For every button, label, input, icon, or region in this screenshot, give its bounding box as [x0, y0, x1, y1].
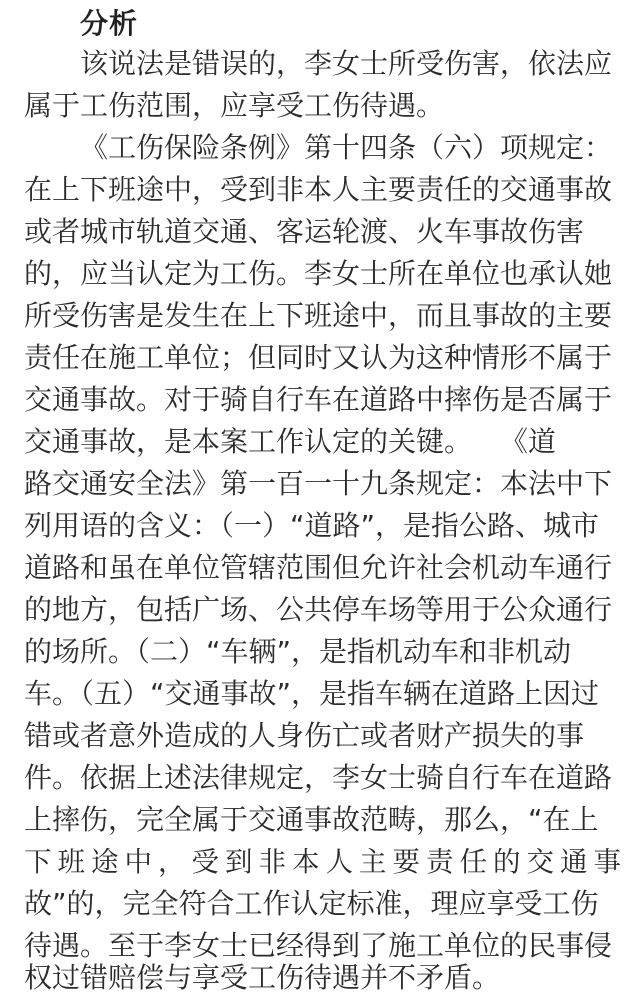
paragraph-line: 权过错赔偿与享受工伤待遇并不矛盾。: [24, 961, 501, 994]
paragraph-line: 该说法是错误的，李女士所受伤害，依法应: [80, 47, 613, 80]
paragraph-line: 交通事故，是本案工作认定的关键。 《道: [24, 425, 557, 458]
paragraph-line: 所受伤害是发生在上下班途中，而且事故的主要: [24, 299, 613, 332]
paragraph-line: 的，应当认定为工伤。李女士所在单位也承认她: [24, 257, 613, 290]
paragraph-line: 的地方，包括广场、公共停车场等用于公众通行: [24, 593, 613, 626]
paragraph-line: 责任在施工单位；但同时又认为这种情形不属于: [24, 341, 613, 374]
section-heading: 分析: [80, 7, 139, 40]
paragraph-line: 《工伤保险条例》第十四条（六）项规定：: [80, 131, 613, 164]
paragraph-line: 列用语的含义：（一）“道路”，是指公路、城市: [24, 509, 600, 542]
paragraph-line: 件。依据上述法律规定，李女士骑自行车在道路: [24, 761, 613, 794]
paragraph-line: 待遇。至于李女士已经得到了施工单位的民事侵: [24, 929, 613, 962]
paragraph-line: 交通事故。对于骑自行车在道路中摔伤是否属于: [24, 383, 613, 416]
paragraph-line: 的场所。（二）“车辆”，是指机动车和非机动: [24, 635, 572, 668]
paragraph-line: 上摔伤，完全属于交通事故范畴，那么，“在上: [24, 803, 599, 836]
paragraph-line: 车。（五）“交通事故”，是指车辆在道路上因过: [24, 677, 600, 710]
paragraph-line: 或者城市轨道交通、客运轮渡、火车事故伤害: [24, 215, 585, 248]
paragraph-line: 道路和虽在单位管辖范围但允许社会机动车通行: [24, 551, 613, 584]
paragraph-line: 错或者意外造成的人身伤亡或者财产损失的事: [24, 719, 585, 752]
paragraph-line: 在上下班途中，受到非本人主要责任的交通事故: [24, 173, 613, 206]
paragraph-line: 下班途中，受到非本人主要责任的交通事: [24, 846, 627, 878]
paragraph-line: 属于工伤范围，应享受工伤待遇。: [24, 89, 445, 122]
paragraph-line: 路交通安全法》第一百一十九条规定：本法中下: [24, 467, 613, 500]
paragraph-line: 故”的，完全符合工作认定标准，理应享受工伤: [24, 887, 599, 920]
